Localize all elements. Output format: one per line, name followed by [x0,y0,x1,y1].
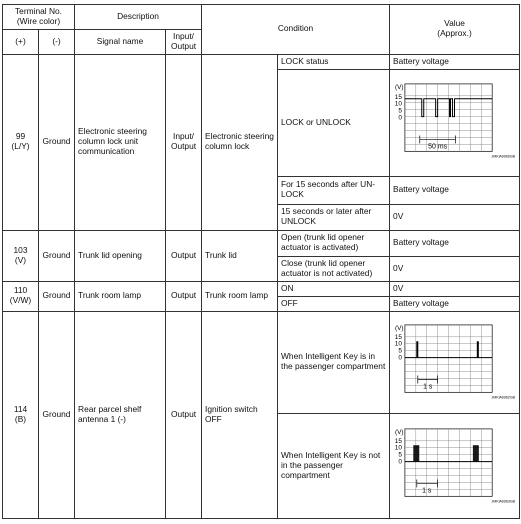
wave-grid [405,429,492,496]
table-row [3,54,520,69]
condition-text: ON [278,281,390,296]
ground-114: Ground [39,311,75,518]
waveform-cell [390,311,520,413]
wire-color: (L/Y) [11,141,30,152]
value-text: 0V [390,281,520,296]
signal-name-header: Signal name [75,29,166,54]
value-text: Battery voltage [390,296,520,311]
value-text: Battery voltage [390,230,520,256]
wave-unit: (V) [395,324,404,332]
figure-code: JMKIA0063GB [491,499,516,504]
waveform-114-out [390,414,519,518]
figure-code: JMKIA0062GB [491,394,516,399]
wave-tick: 5 [398,451,402,459]
condition-text: When Intelligent Key is in the passenger compartment [278,311,390,413]
condition-header: Condition [202,5,390,55]
time-label: 1 s [423,383,433,391]
condition-text: For 15 seconds after UN-LOCK [278,176,390,204]
signal-99: Electronic steering column lock unit communication [75,54,166,230]
approx-label: (Approx.) [437,28,472,39]
signal-103: Trunk lid opening [75,230,166,281]
value-text: Battery voltage [390,176,520,204]
wave-grid [405,84,492,151]
terminal-103 [3,230,39,281]
header-row-1 [3,5,520,30]
terminal-number: 99 [15,131,26,142]
ground-103: Ground [39,230,75,281]
terminal-number: 103 [13,244,28,255]
time-label: 1 s [422,487,432,495]
terminal-114 [3,311,39,518]
ground-99: Ground [39,54,75,230]
wire-color: (V/W) [9,295,32,306]
wave-tick: 15 [394,333,402,341]
value-text: 0V [390,256,520,281]
wave-tick: 10 [394,444,402,452]
value-text: 0V [390,204,520,230]
condition-text: Open (trunk lid opener actuator is activated) [278,230,390,256]
plus-header: (+) [3,29,39,54]
wave-tick: 5 [398,347,402,355]
table-row [3,311,520,413]
io-103: Output [166,230,202,281]
component-110: Trunk room lamp [202,281,278,311]
terminal-no-label: Terminal No. [15,6,63,16]
terminal-110 [3,281,39,311]
condition-text: When Intelligent Key is not in the passenger compartment [278,413,390,518]
component-103: Trunk lid [202,230,278,281]
wave-unit: (V) [394,428,404,436]
wave-unit: (V) [394,83,404,91]
terminal-header [3,5,75,30]
terminal-99 [3,54,39,230]
waveform-99 [390,70,519,176]
waveform-114-in [390,312,519,413]
table-row [3,230,520,256]
component-99: Electronic steering column lock [202,54,278,230]
signal-114: Rear parcel shelf antenna 1 (-) [75,311,166,518]
wave-tick: 15 [394,93,402,101]
wave-tick: 10 [394,340,402,348]
wire-color: (V) [14,254,27,265]
terminal-number: 114 [13,403,28,414]
terminal-spec-table [2,4,520,519]
description-header: Description [75,5,202,30]
condition-text: Close (trunk lid opener actuator is not activated) [278,256,390,281]
io-110: Output [166,281,202,311]
wave-tick: 0 [398,114,402,122]
condition-text: LOCK or UNLOCK [278,69,390,176]
component-114: Ignition switch OFF [202,311,278,518]
figure-code: JMKIA0060GB [491,153,516,158]
time-label: 50 ms [428,143,448,151]
value-text: Battery voltage [390,54,520,69]
wave-tick: 5 [398,107,402,115]
wave-tick: 0 [398,458,402,466]
io-99: Input/ Output [166,54,202,230]
wave-tick: 15 [394,437,402,445]
condition-text: OFF [278,296,390,311]
waveform-cell [390,413,520,518]
terminal-number: 110 [13,285,28,296]
value-label: Value [444,18,465,29]
wire-color-label: (Wire color) [16,15,61,26]
minus-header: (-) [39,29,75,54]
wave-tick: 10 [394,100,402,108]
condition-text: LOCK status [278,54,390,69]
value-header [390,5,520,55]
waveform-cell [390,69,520,176]
condition-text: 15 seconds or later after UNLOCK [278,204,390,230]
wave-tick: 0 [398,354,402,362]
wire-color: (B) [14,413,27,424]
io-header: Input/ Output [166,29,202,54]
signal-110: Trunk room lamp [75,281,166,311]
table-row [3,281,520,296]
io-114: Output [166,311,202,518]
ground-110: Ground [39,281,75,311]
